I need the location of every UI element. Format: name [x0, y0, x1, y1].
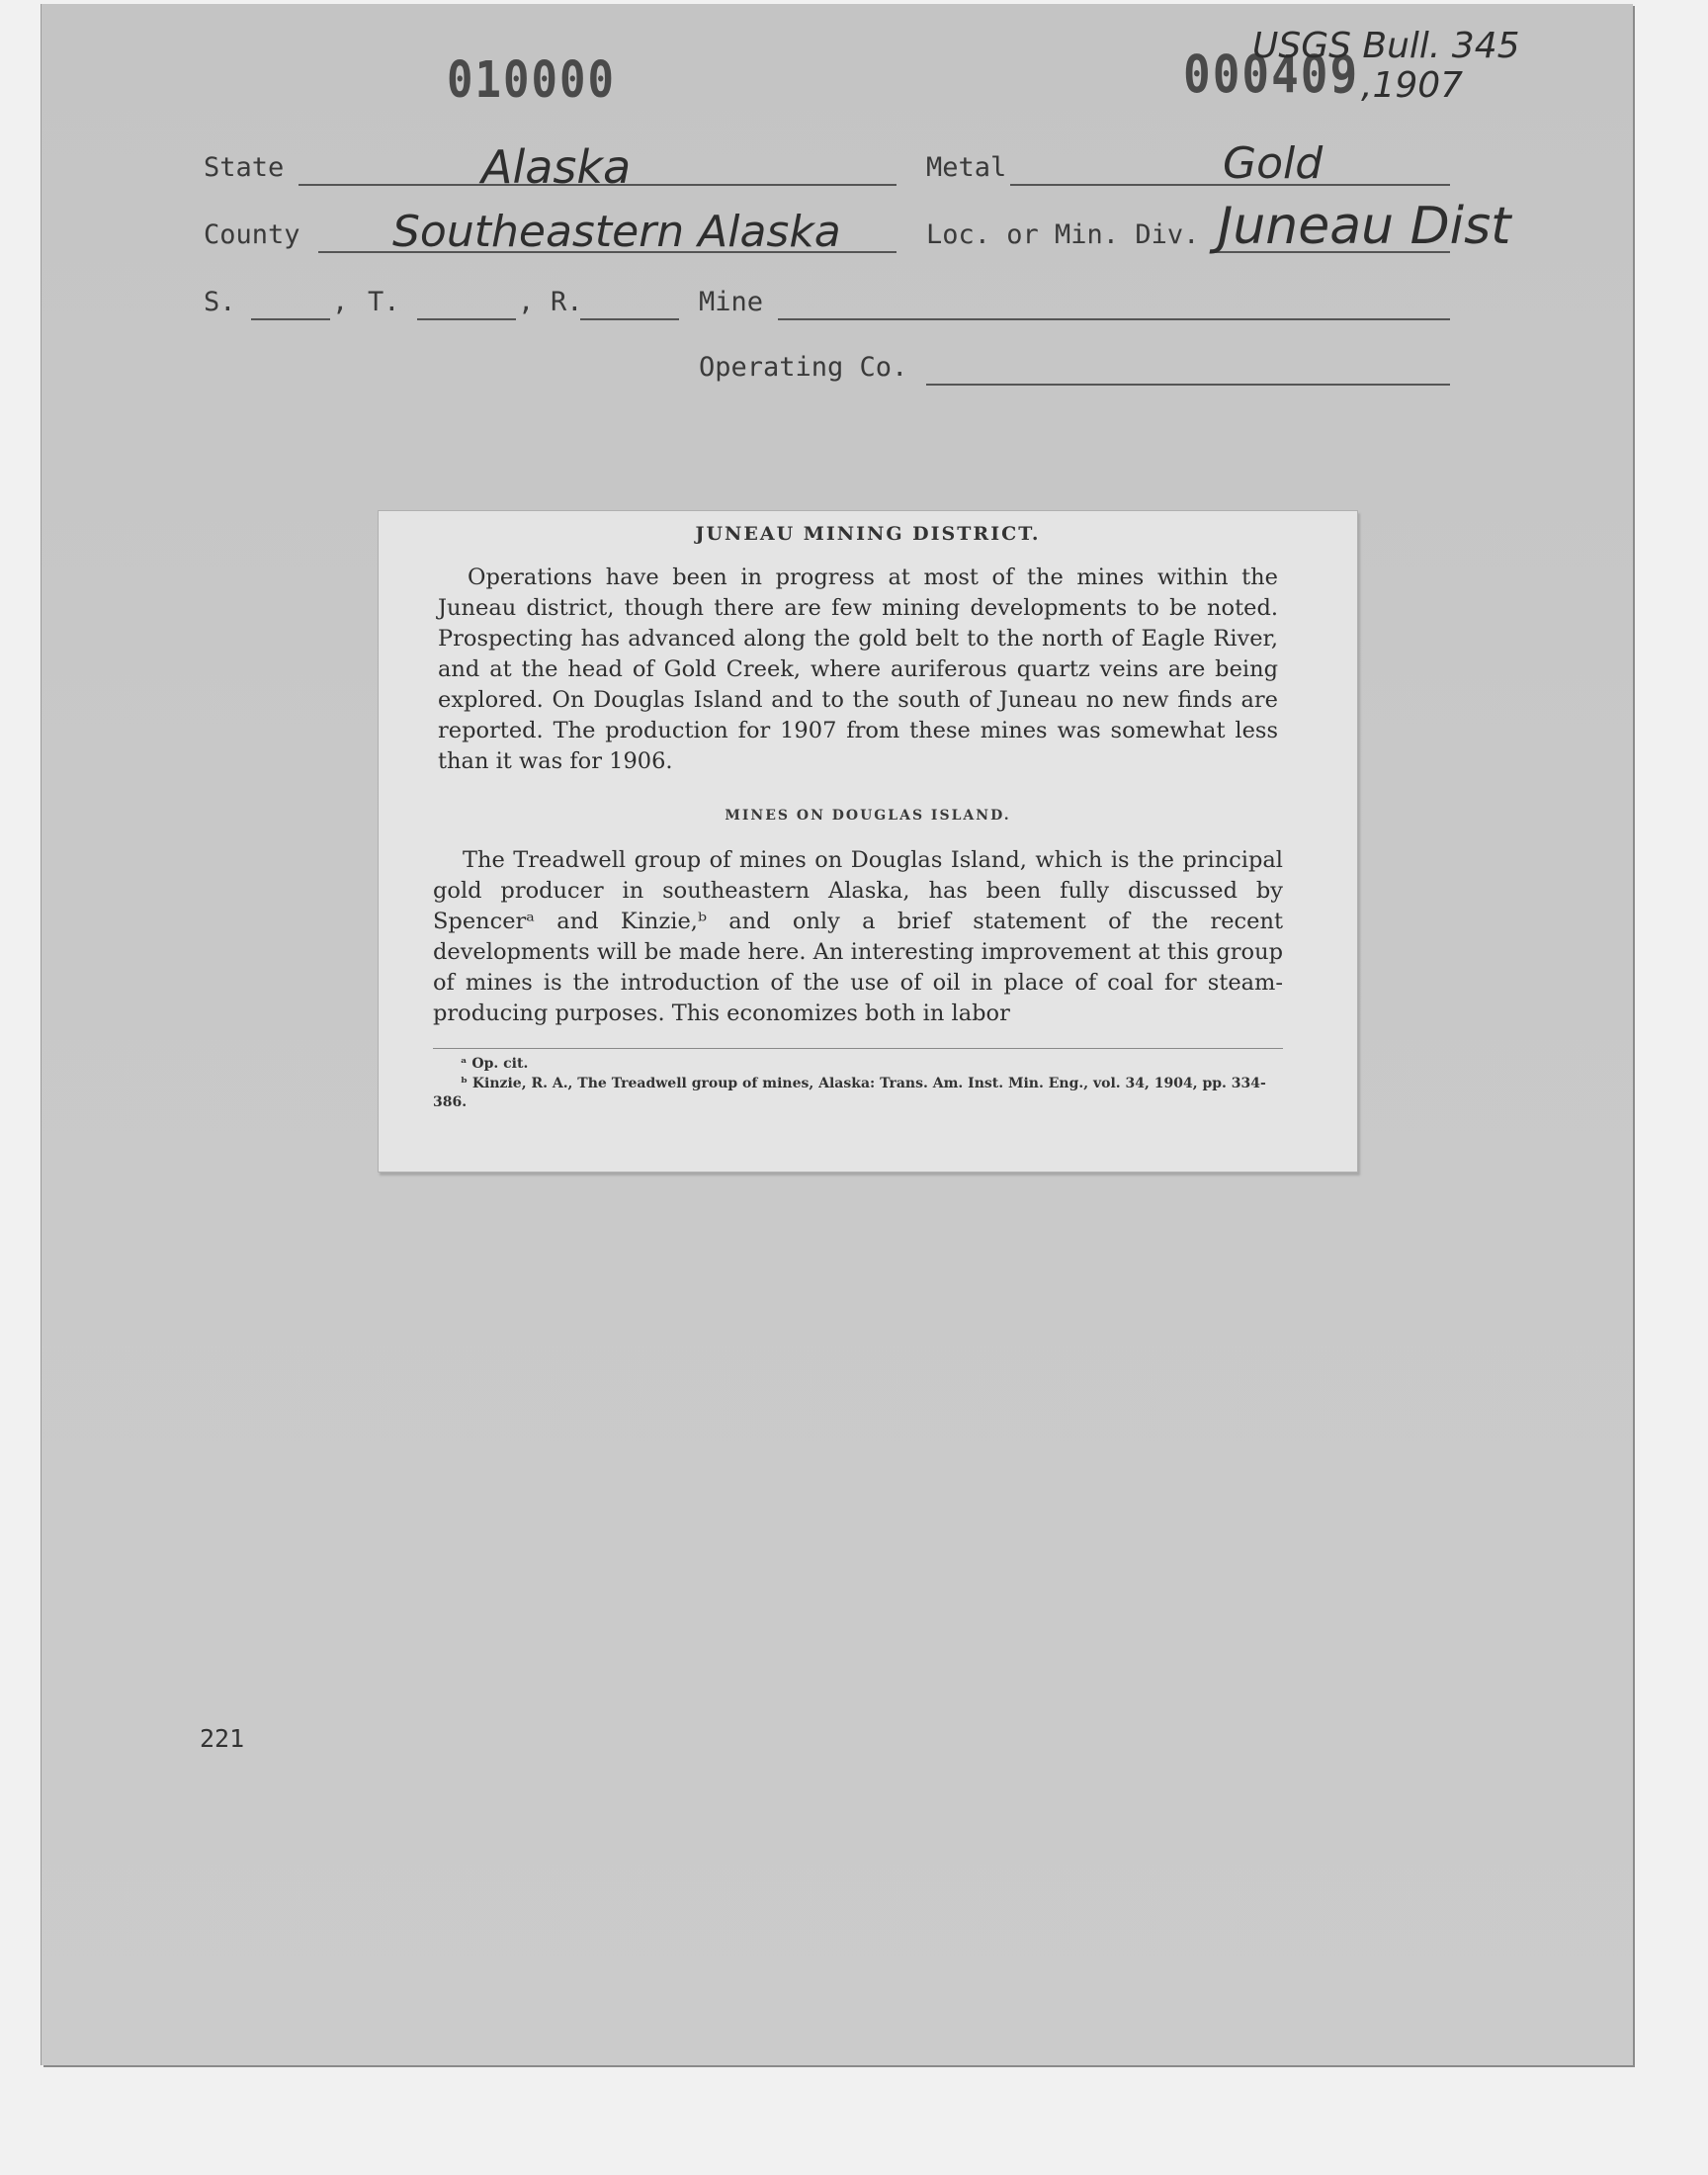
clipping-subheading: MINES ON DOUGLAS ISLAND.	[725, 808, 1011, 824]
loc-value: Juneau Dist	[1218, 197, 1511, 256]
stamp-left: 010000	[447, 51, 616, 110]
footnote-rule	[433, 1048, 1283, 1049]
page-number: 221	[200, 1724, 245, 1753]
operating-co-line	[926, 384, 1450, 386]
state-value: Alaska	[481, 140, 632, 194]
clipping-paragraph-2: The Treadwell group of mines on Douglas Island, which is the principal gold producer in southeastern Alaska, has been fully discussed by Spencerᵃ and Kinzie,ᵇ and only a brief statement of the recent developments will be made here. An interesting improvement at this group of mines is the introduction of the use of oil in place of coal for steam-producing purposes. This economizes both in labor	[433, 847, 1283, 1026]
operating-co-label: Operating Co.	[699, 352, 908, 383]
township-line	[417, 318, 516, 320]
clipping-paragraph-1: Operations have been in progress at most of the mines within the Juneau district, though there are few mining developments to be noted. Prospecting has advanced along the gold belt to the north of Eagle River, and at the head of Gold Creek, where auriferous quartz veins are being explored. On Douglas Island and to the south of Juneau no new finds are reported. The production for 1907 from these mines was somewhat less than it was for 1906.	[438, 565, 1278, 774]
metal-value: Gold	[1223, 138, 1324, 189]
citation-annotation: USGS Bull. 345	[1252, 26, 1520, 66]
year-annotation: ,1907	[1361, 65, 1464, 106]
comma-2: ,	[518, 287, 535, 317]
footnote-a: ᵃ Op. cit.	[461, 1056, 529, 1072]
comma-1: ,	[332, 287, 349, 317]
loc-label: Loc. or Min. Div.	[926, 219, 1200, 250]
footnote-b: ᵇ Kinzie, R. A., The Treadwell group of mines, Alaska: Trans. Am. Inst. Min. Eng., vol. 34, 1904, pp. 334-386.	[433, 1076, 1266, 1110]
county-label: County	[204, 219, 300, 250]
metal-label: Metal	[926, 152, 1007, 183]
county-value: Southeastern Alaska	[392, 207, 841, 257]
clipping-heading: JUNEAU MINING DISTRICT.	[695, 523, 1041, 545]
range-label: R.	[551, 287, 583, 317]
state-label: State	[204, 152, 285, 183]
section-line	[251, 318, 330, 320]
document-sheet	[42, 4, 1633, 2065]
range-line	[580, 318, 679, 320]
mine-line	[778, 318, 1450, 320]
pasted-clipping	[378, 510, 1358, 1173]
section-label: S.	[204, 287, 236, 317]
township-label: T.	[368, 287, 400, 317]
mine-label: Mine	[699, 287, 764, 317]
stamp-right: 000409	[1183, 43, 1360, 106]
